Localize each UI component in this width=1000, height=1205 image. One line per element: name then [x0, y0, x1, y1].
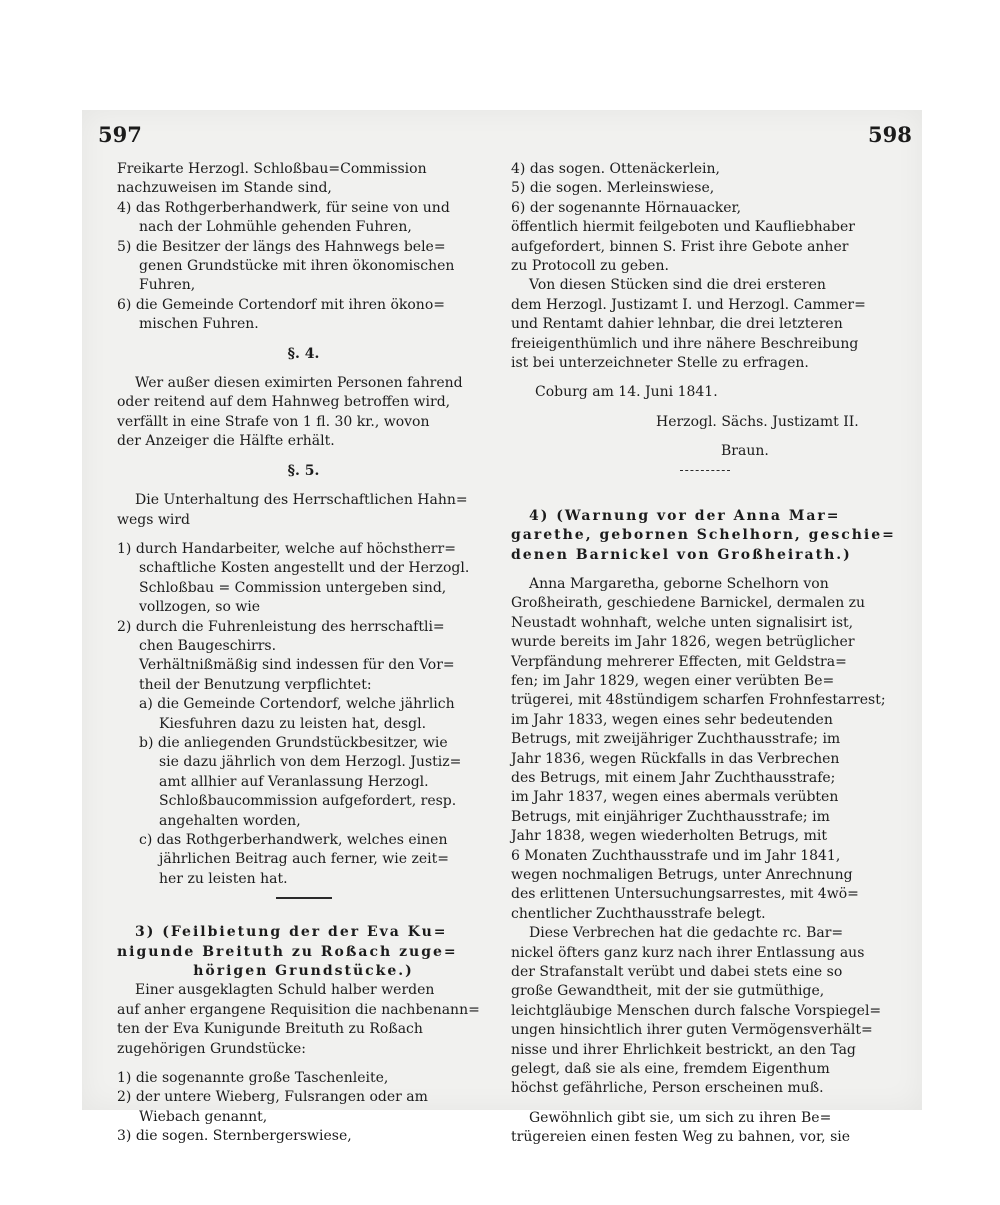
- right-page-number: 598: [868, 122, 912, 147]
- list-item: 2) durch die Fuhrenleistung des herrschaftli=: [117, 618, 445, 635]
- text-line: chentlicher Zuchthausstrafe belegt.: [511, 905, 766, 922]
- text-line: dem Herzogl. Justizamt I. und Herzogl. Cammer=: [511, 296, 866, 313]
- text-line: aufgefordert, binnen S. Frist ihre Gebote anher: [511, 238, 849, 255]
- text-line: theil der Benutzung verpflichtet:: [139, 676, 372, 693]
- notice-title: hörigen Grundstücke.): [193, 963, 414, 980]
- text-line: Von diesen Stücken sind die drei ersteren: [529, 277, 826, 294]
- text-line: ist bei unterzeichneter Stelle zu erfragen.: [511, 355, 809, 372]
- signature-name: Braun.: [721, 443, 769, 460]
- text-line: ten der Eva Kunigunde Breituth zu Roßach: [117, 1021, 423, 1038]
- text-line: oder reitend auf dem Hahnweg betroffen wird,: [117, 394, 451, 411]
- date-line: Coburg am 14. Juni 1841.: [535, 384, 718, 401]
- text-line: Anna Margaretha, geborne Schelhorn von: [529, 575, 829, 592]
- text-line: auf anher ergangene Requisition die nachbenann=: [117, 1001, 480, 1018]
- text-line: chen Baugeschirrs.: [139, 637, 277, 654]
- text-line: sie dazu jährlich von dem Herzogl. Justiz=: [159, 754, 462, 771]
- text-line: zugehörigen Grundstücke:: [117, 1040, 306, 1057]
- text-line: freieigenthümlich und ihre nähere Beschreibung: [511, 335, 859, 352]
- text-line: Wer außer diesen eximirten Personen fahrend: [135, 375, 463, 392]
- left-page-number: 597: [98, 122, 142, 147]
- text-line: Neustadt wohnhaft, welche unten signalisirt ist,: [511, 614, 854, 631]
- text-line: verfällt in eine Strafe von 1 fl. 30 kr., wovon: [117, 413, 430, 430]
- list-item: b) die anliegenden Grundstückbesitzer, wie: [139, 734, 448, 751]
- text-line: Fuhren,: [139, 277, 196, 294]
- notice-title: 4) (Warnung vor der Anna Mar=: [529, 507, 841, 524]
- text-line: wegen nochmaligen Betrugs, unter Anrechnung: [511, 867, 853, 883]
- text-line: große Gewandtheit, mit der sie gutmüthige,: [511, 983, 825, 1000]
- list-item: 5) die Besitzer der längs des Hahnwegs bele=: [117, 238, 446, 255]
- text-line: trügerei, mit 48stündigem scharfen Frohnfestarrest;: [511, 692, 886, 709]
- text-line: 6 Monaten Zuchthausstrafe und im Jahr 1841,: [511, 847, 841, 864]
- issuing-office: Herzogl. Sächs. Justizamt II.: [656, 413, 859, 430]
- text-line: schaftliche Kosten angestellt und der Herzogl.: [139, 560, 470, 577]
- list-item: 5) die sogen. Merleinswiese,: [511, 180, 715, 197]
- text-line: Verhältnißmäßig sind indessen für den Vor=: [139, 657, 455, 674]
- section-divider: [276, 897, 332, 899]
- list-item: 4) das Rothgerberhandwerk, für seine von und: [117, 199, 450, 216]
- text-line: ungen hinsichtlich ihrer guten Vermögensverhält=: [511, 1022, 873, 1039]
- text-line: nickel öfters ganz kurz nach ihrer Entlassung aus: [511, 944, 865, 961]
- text-line: trügereien einen festen Weg zu bahnen, vor, sie: [511, 1129, 851, 1146]
- text-line: Gewöhnlich gibt sie, um sich zu ihren Be=: [529, 1109, 832, 1126]
- text-line: im Jahr 1837, wegen eines abermals verübten: [511, 789, 839, 806]
- text-line: leichtgläubige Menschen durch falsche Vorspiegel=: [511, 1002, 882, 1019]
- text-line: mischen Fuhren.: [139, 316, 259, 333]
- section-divider: [680, 470, 730, 471]
- list-item: 4) das sogen. Ottenäckerlein,: [511, 161, 720, 177]
- text-line: Kiesfuhren dazu zu leisten hat, desgl.: [159, 715, 427, 732]
- text-line: Schloßbaucommission aufgefordert, resp.: [159, 793, 457, 810]
- text-line: Schloßbau = Commission untergeben sind,: [139, 579, 447, 596]
- text-line: im Jahr 1833, wegen eines sehr bedeutenden: [511, 711, 833, 728]
- text-line: gelegt, daß sie als eine, fremdem Eigenthum: [511, 1061, 830, 1078]
- text-line: Verpfändung mehrerer Effecten, mit Geldstra=: [511, 653, 847, 670]
- list-item: 6) der sogenannte Hörnauacker,: [511, 199, 742, 216]
- text-line: Großheirath, geschiedene Barnickel, dermalen zu: [511, 595, 866, 612]
- text-line: jährlichen Beitrag auch ferner, wie zeit=: [159, 851, 449, 868]
- section-heading: §. 4.: [287, 345, 320, 362]
- text-line: wegs wird: [117, 511, 190, 528]
- text-line: Jahr 1836, wegen Rückfalls in das Verbrechen: [511, 750, 840, 767]
- text-line: Jahr 1838, wegen wiederholten Betrugs, mit: [511, 828, 827, 845]
- left-column: [117, 160, 490, 1147]
- text-line: genen Grundstücke mit ihren ökonomischen: [139, 258, 455, 275]
- text-line: Freikarte Herzogl. Schloßbau=Commission: [117, 161, 427, 177]
- list-item: 3) die sogen. Sternbergerswiese,: [117, 1128, 352, 1145]
- text-line: und Rentamt dahier lehnbar, die drei letzteren: [511, 316, 843, 333]
- text-line: Die Unterhaltung des Herrschaftlichen Hahn=: [135, 492, 468, 509]
- text-line: fen; im Jahr 1829, wegen einer verübten Be=: [511, 672, 835, 689]
- text-line: Einer ausgeklagten Schuld halber werden: [135, 982, 435, 999]
- text-line: Wiebach genannt,: [139, 1108, 268, 1125]
- text-line: höchst gefährliche, Person erscheinen muß.: [511, 1080, 824, 1097]
- text-line: des erlittenen Untersuchungsarrestes, mit 4wö=: [511, 886, 859, 903]
- notice-title: garethe, gebornen Schelhorn, geschie=: [511, 527, 896, 544]
- notice-title: 3) (Feilbietung der der Eva Ku=: [135, 924, 448, 941]
- text-line: Diese Verbrechen hat die gedachte rc. Bar=: [529, 925, 844, 942]
- text-line: Betrugs, mit zweijähriger Zuchthausstrafe; im: [511, 731, 841, 748]
- right-column: [511, 160, 899, 1148]
- text-line: amt allhier auf Veranlassung Herzogl.: [159, 773, 429, 790]
- text-line: zu Protocoll zu geben.: [511, 258, 669, 275]
- notice-title: denen Barnickel von Großheirath.): [511, 546, 852, 563]
- text-line: vollzogen, so wie: [139, 599, 261, 616]
- list-item: 2) der untere Wieberg, Fulsrangen oder am: [117, 1089, 428, 1106]
- list-item: c) das Rothgerberhandwerk, welches einen: [139, 832, 448, 848]
- text-line: nachzuweisen im Stande sind,: [117, 180, 332, 197]
- list-item: 6) die Gemeinde Cortendorf mit ihren ökono=: [117, 296, 445, 313]
- text-line: nach der Lohmühle gehenden Fuhren,: [139, 219, 412, 236]
- list-item: 1) durch Handarbeiter, welche auf höchstherr=: [117, 540, 456, 557]
- list-item: 1) die sogenannte große Taschenleite,: [117, 1070, 389, 1087]
- list-item: a) die Gemeinde Cortendorf, welche jährlich: [139, 696, 455, 713]
- notice-title: nigunde Breituth zu Roßach zuge=: [117, 943, 458, 960]
- text-line: nisse und ihrer Ehrlichkeit bestrickt, an den Tag: [511, 1041, 856, 1058]
- text-line: Betrugs, mit einjähriger Zuchthausstrafe; im: [511, 808, 830, 825]
- text-line: her zu leisten hat.: [159, 870, 288, 887]
- text-line: des Betrugs, mit einem Jahr Zuchthausstrafe;: [511, 769, 836, 786]
- text-line: wurde bereits im Jahr 1826, wegen betrüglicher: [511, 634, 855, 651]
- text-line: der Anzeiger die Hälfte erhält.: [117, 433, 335, 450]
- section-heading: §. 5.: [287, 462, 320, 479]
- text-line: öffentlich hiermit feilgeboten und Kaufliebhaber: [511, 219, 855, 236]
- text-line: der Strafanstalt verübt und dabei stets eine so: [511, 964, 843, 981]
- text-line: angehalten worden,: [159, 812, 301, 829]
